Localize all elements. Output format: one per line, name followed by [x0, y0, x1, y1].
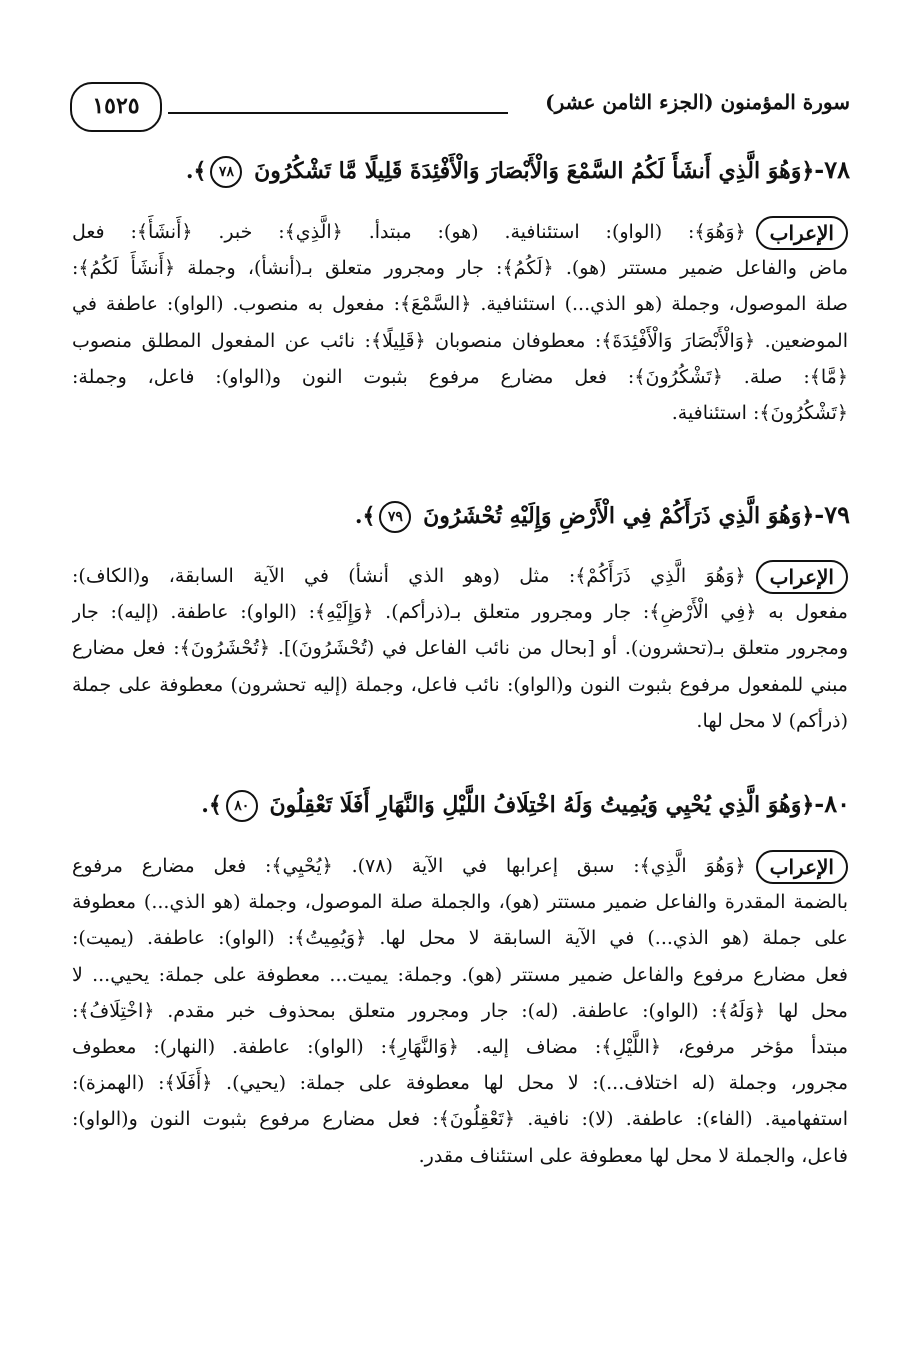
irab-line: ﴿وَهُوَ الَّذِي ذَرَأَكُمْ﴾: مثل (وهو الذي أنشأ) في الآية السابقة، و(الكاف): [72, 565, 746, 587]
verse-number: ٨٠- [814, 789, 850, 818]
irab-block-80 [72, 848, 848, 1174]
irab-line: بالضمة المقدرة والفاعل ضمير مستتر (هو)، والجملة صلة الموصول، وجملة (هو الذي...) معطوفة [72, 891, 848, 914]
page-number: ١٥٢٥ [70, 82, 162, 132]
irab-line: فاعل، والجملة لا محل لها معطوفة على استئناف مقدر. [418, 1144, 848, 1167]
irab-line: على جملة (هو الذي...) في الآية السابقة لا محل لها. ﴿وَيُمِيتُ﴾: (الواو): عاطفة. (يميت): [72, 927, 848, 950]
irab-line: ﴿مَّا﴾: صلة. ﴿تَشْكُرُونَ﴾: فعل مضارع مرفوع بثبوت النون و(الواو): فاعل، وجملة: [72, 365, 848, 388]
verse-close: ﴾. [354, 503, 376, 529]
verse-end-marker: ٧٨ [210, 156, 242, 188]
irab-label: الإعراب [756, 850, 848, 884]
irab-line: ومجرور متعلق بـ(تحشرون). أو [بحال من نائب الفاعل في (تُحْشَرُونَ)]. ﴿تُحْشَرُونَ﴾: فعل مضارع [72, 637, 848, 660]
irab-label: الإعراب [756, 216, 848, 250]
verse-text: ﴿وَهُوَ الَّذِي ذَرَأَكُمْ فِي الْأَرْضِ وَإِلَيْهِ تُحْشَرُونَ [423, 503, 815, 529]
verse-close: ﴾. [185, 158, 207, 184]
verse-number: ٧٩- [814, 500, 850, 529]
irab-line: محل لها ﴿وَلَهُ﴾: (الواو): عاطفة. (له): جار ومجرور متعلق بمحذوف خبر مقدم. ﴿اخْتِلَافُ﴾: [72, 999, 848, 1022]
irab-line: ﴿وَهُوَ الَّذِي﴾: سبق إعرابها في الآية (٧٨). ﴿يُحْيِي﴾: فعل مضارع مرفوع [72, 855, 746, 877]
irab-block-79 [72, 558, 848, 739]
page-title: سورة المؤمنون (الجزء الثامن عشر) [545, 90, 850, 114]
verse-text: ﴿وَهُوَ الَّذِي يُحْيِي وَيُمِيتُ وَلَهُ اخْتِلَافُ اللَّيْلِ وَالنَّهَارِ أَفَلَا تَعْقِلُونَ [269, 792, 815, 818]
verse-close: ﴾. [201, 792, 222, 818]
irab-line: (ذرأكم) لا محل لها. [696, 709, 848, 732]
irab-line: ﴿وَهُوَ﴾: (الواو): استئنافية. (هو): مبتدأ. ﴿الَّذِي﴾: خبر. ﴿أَنشَأَ﴾: فعل [72, 221, 746, 243]
verse-80 [70, 784, 850, 825]
irab-line: ﴿تَشْكُرُونَ﴾: استئنافية. [671, 401, 848, 424]
verse-end-marker: ٨٠ [226, 790, 258, 822]
irab-block-78 [72, 214, 848, 431]
irab-line: مفعول به ﴿فِي الْأَرْضِ﴾: جار ومجرور متعلق بـ(ذرأكم). ﴿وَإِلَيْهِ﴾: (الواو): عاطفة. (إليه): جار [72, 601, 848, 624]
verse-text: ﴿وَهُوَ الَّذِي أَنشَأَ لَكُمُ السَّمْعَ وَالْأَبْصَارَ وَالْأَفْئِدَةَ قَلِيلًا مَّا تَشْكُرُونَ [254, 158, 815, 184]
irab-line: مبتدأ مؤخر مرفوع، ﴿اللَّيْلِ﴾: مضاف إليه. ﴿وَالنَّهَارِ﴾: (الواو): عاطفة. (النهار): معطوف [72, 1035, 848, 1058]
verse-79 [70, 495, 850, 536]
irab-label: الإعراب [756, 560, 848, 594]
irab-line: مجرور، وجملة (له اختلاف...): لا محل لها معطوفة على جملة: (يحيي). ﴿أَفَلَا﴾: (الهمزة): [72, 1072, 848, 1095]
verse-number: ٧٨- [814, 155, 850, 184]
header-rule [168, 112, 508, 114]
verse-78 [70, 150, 850, 191]
irab-line: الموضعين. ﴿وَالْأَبْصَارَ وَالْأَفْئِدَةَ﴾: معطوفان منصوبان ﴿قَلِيلًا﴾: نائب عن المفعول المطلق منصوب [72, 329, 848, 352]
page-header [70, 82, 850, 136]
irab-line: صلة الموصول، وجملة (هو الذي...) استئنافية. ﴿السَّمْعَ﴾: مفعول به منصوب. (الواو): عاطفة في [72, 293, 848, 316]
irab-line: فعل مضارع مرفوع والفاعل ضمير مستتر (هو). وجملة: يميت... معطوفة على جملة: يحيي... لا [72, 963, 848, 986]
verse-end-marker: ٧٩ [379, 501, 411, 533]
irab-line: ماض والفاعل ضمير مستتر (هو). ﴿لَكُمُ﴾: جار ومجرور متعلق بـ(أنشأ)، وجملة ﴿أَنشَأَ لَكُمُ﴾: [72, 257, 848, 280]
irab-line: مبني للمفعول مرفوع بثبوت النون و(الواو): نائب فاعل، وجملة (إليه تحشرون) معطوفة على جملة [72, 673, 848, 696]
irab-line: استفهامية. (الفاء): عاطفة. (لا): نافية. ﴿تَعْقِلُونَ﴾: فعل مضارع مرفوع بثبوت النون و(الواو): [72, 1108, 848, 1131]
